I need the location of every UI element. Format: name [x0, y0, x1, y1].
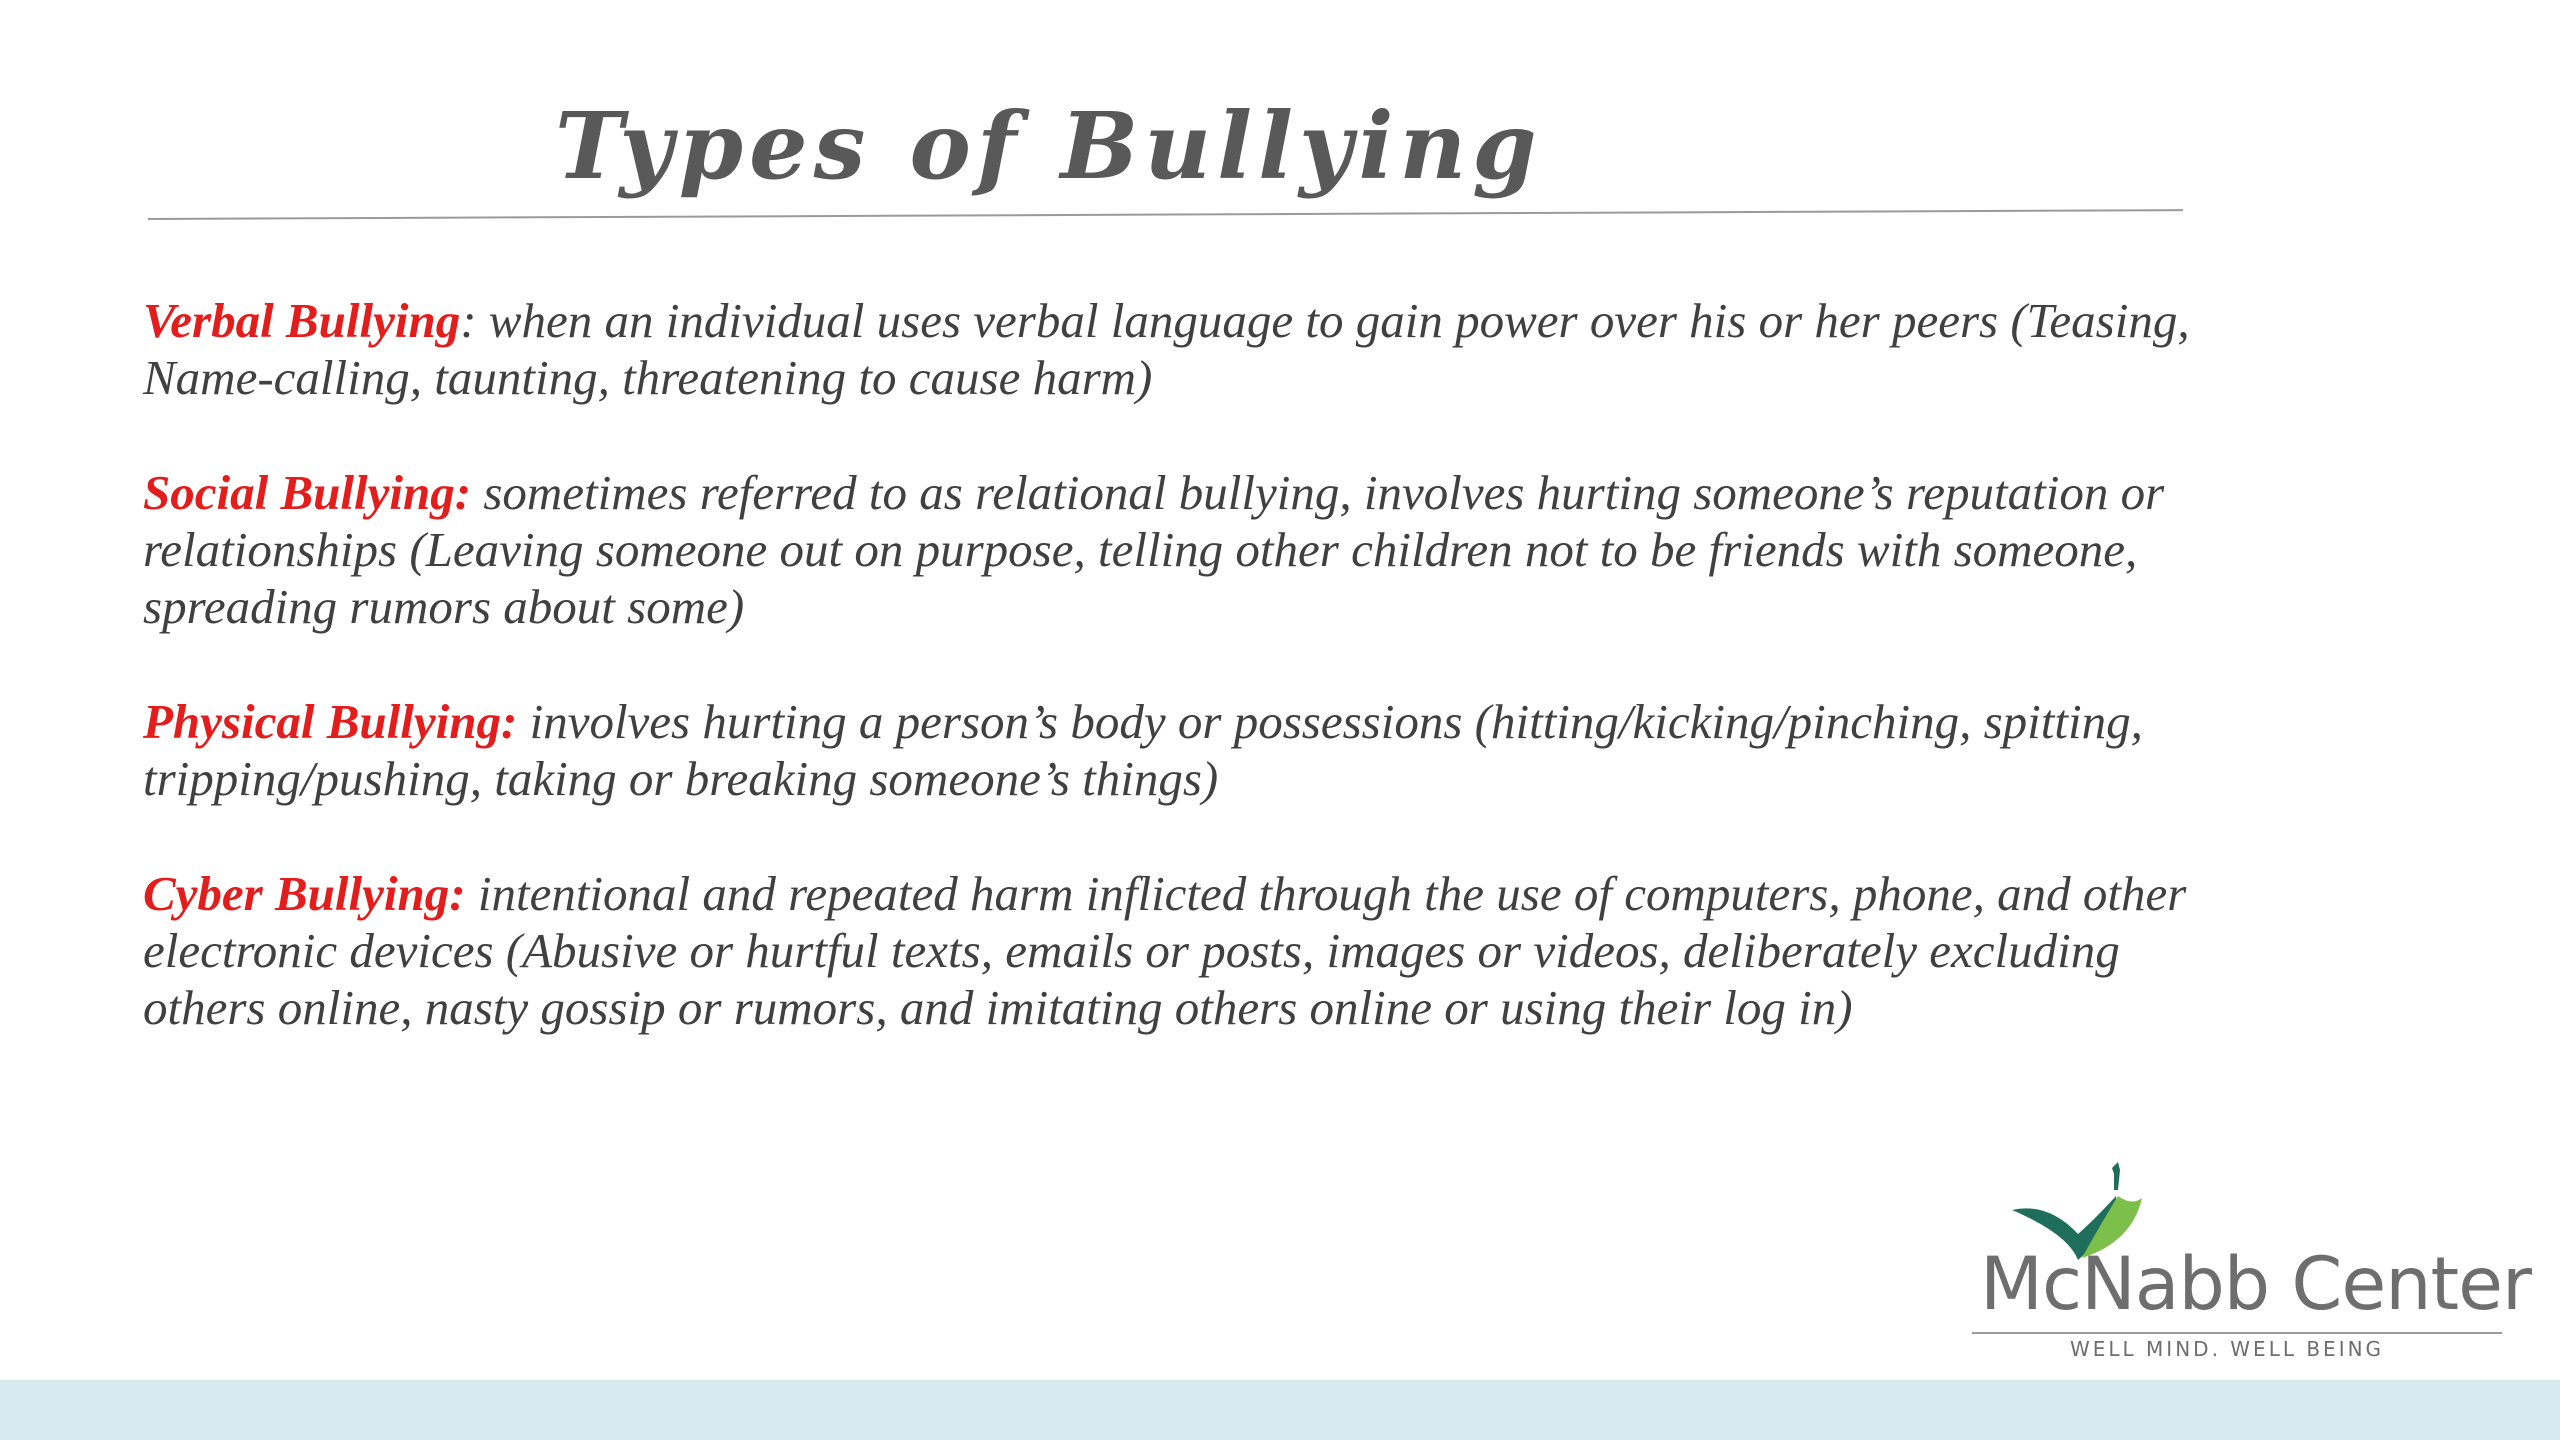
cyber-bullying-section	[143, 865, 2203, 1036]
slide-content	[143, 292, 2203, 1094]
footer-band	[0, 1380, 2560, 1440]
cyber-bullying-term: Cyber Bullying:	[143, 866, 466, 921]
mcnabb-center-logo	[1968, 1160, 2532, 1361]
title-divider	[148, 209, 2183, 220]
social-bullying-term: Social Bullying:	[143, 465, 472, 520]
social-bullying-description: sometimes referred to as relational bullying, involves hurting someone’s reputation or relationships (Leaving someone out on purpose, telling other children not to be friends with someone, spreading rumors about some)	[143, 465, 2165, 634]
logo-name: McNabb Center	[1980, 1242, 2532, 1327]
verbal-bullying-term: Verbal Bullying	[143, 293, 461, 348]
slide-title: Types of Bullying	[555, 92, 1543, 200]
verbal-bullying-section	[143, 292, 2203, 406]
physical-bullying-description: involves hurting a person’s body or possessions (hitting/kicking/pinching, spitting, tripping/pushing, taking or breaking someone’s things)	[143, 694, 2143, 806]
social-bullying-section	[143, 464, 2203, 635]
logo-divider	[1972, 1332, 2502, 1334]
verbal-bullying-description: : when an individual uses verbal language to gain power over his or her peers (Teasing, Name-calling, taunting, threatening to cause harm)	[143, 293, 2190, 405]
physical-bullying-term: Physical Bullying:	[143, 694, 518, 749]
physical-bullying-section	[143, 693, 2203, 807]
cyber-bullying-description: intentional and repeated harm inflicted through the use of computers, phone, and other electronic devices (Abusive or hurtful texts, emails or posts, images or videos, deliberately excluding others online, nasty gossip or rumors, and imitating others online or using their log in)	[143, 866, 2187, 1035]
logo-tagline: WELL MIND. WELL BEING	[2070, 1337, 2385, 1361]
